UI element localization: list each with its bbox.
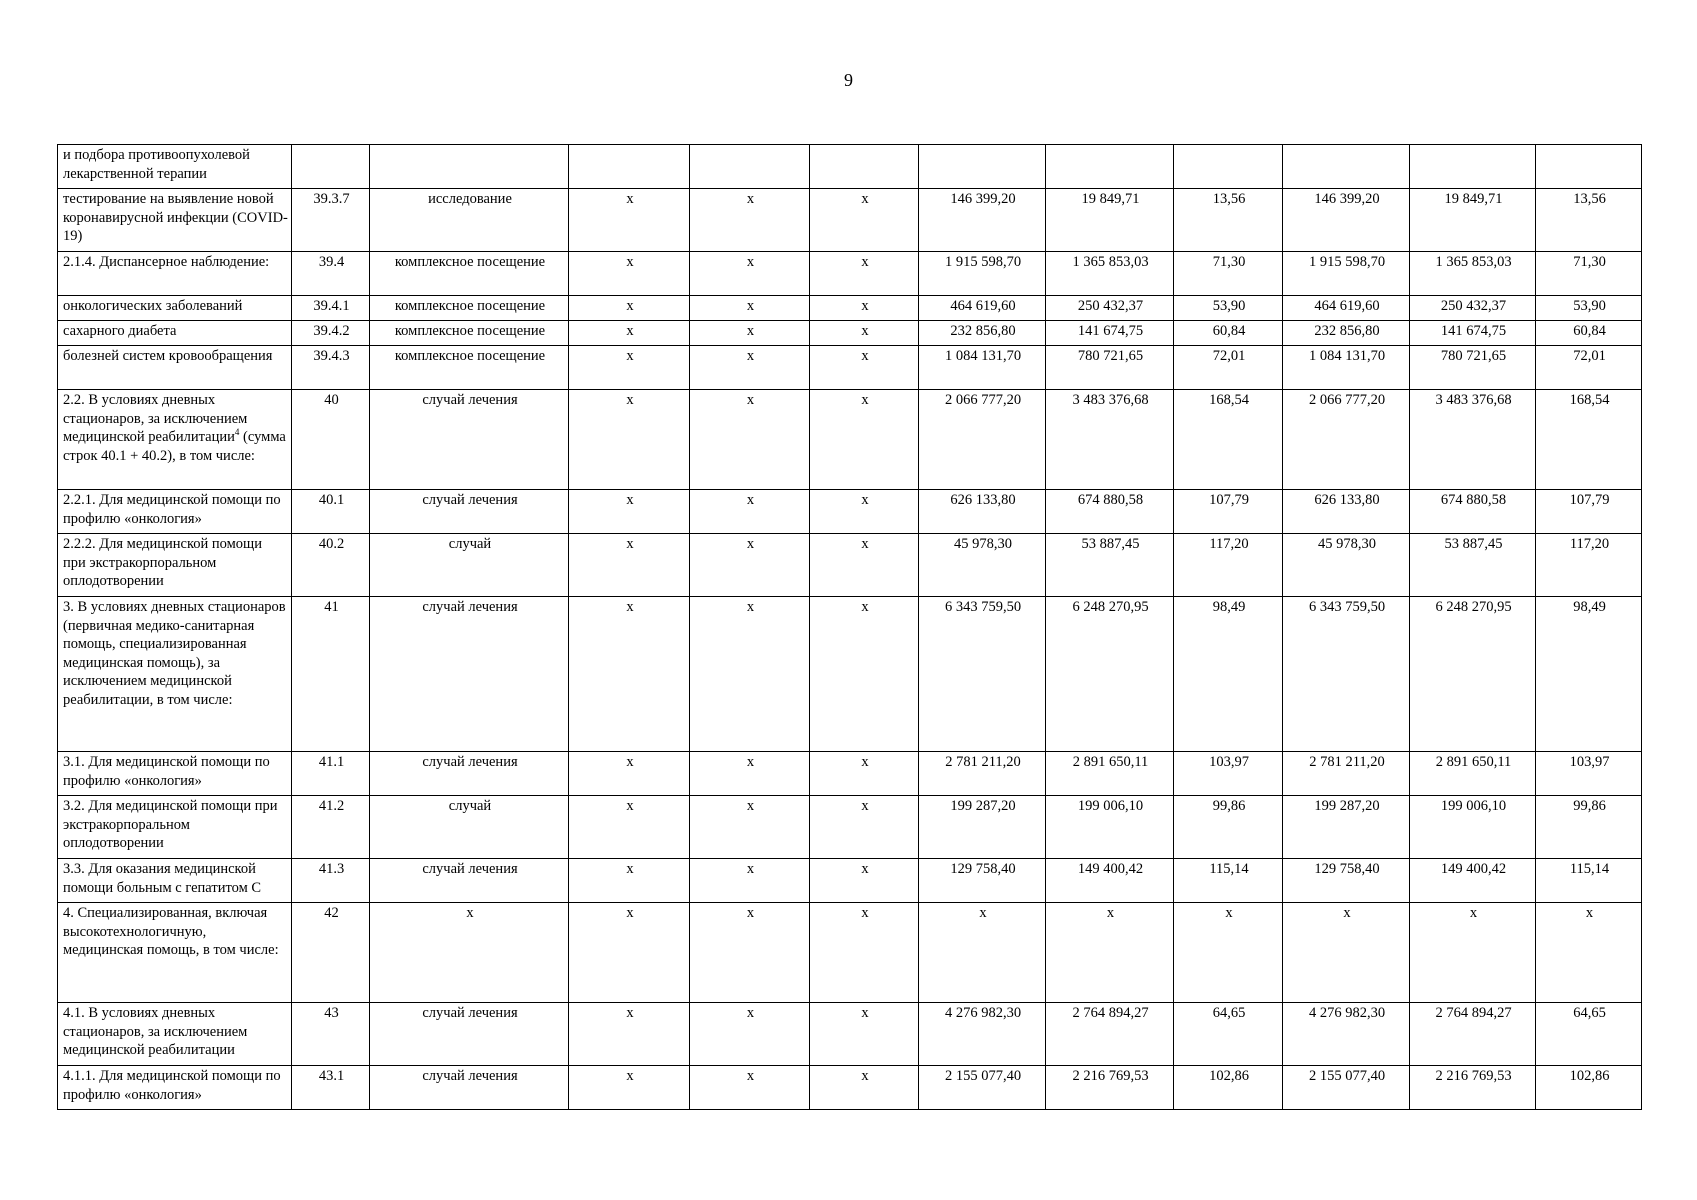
table-cell: x — [810, 859, 919, 903]
footnote-marker: 4 — [234, 427, 240, 438]
table-cell: 2 216 769,53 — [1046, 1066, 1174, 1110]
table-cell: x — [690, 752, 810, 796]
table-cell: x — [690, 390, 810, 490]
table-cell: 146 399,20 — [919, 189, 1046, 252]
table-cell: 464 619,60 — [1283, 296, 1410, 321]
table-cell: x — [690, 534, 810, 597]
table-cell: x — [810, 752, 919, 796]
table-row — [58, 490, 1642, 534]
table-cell: 780 721,65 — [1046, 346, 1174, 390]
table-cell: 3 483 376,68 — [1046, 390, 1174, 490]
unit-cell: случай — [370, 796, 569, 859]
table-cell: 115,14 — [1174, 859, 1283, 903]
unit-cell: случай лечения — [370, 490, 569, 534]
row-name: 2.2.2. Для медицинской помощи при экстракорпоральном оплодотворении — [58, 534, 292, 597]
table-cell: x — [690, 296, 810, 321]
table-cell: 45 978,30 — [1283, 534, 1410, 597]
table-cell: x — [919, 903, 1046, 1003]
table-cell: x — [569, 252, 690, 296]
table-cell: 72,01 — [1174, 346, 1283, 390]
table-cell: 102,86 — [1536, 1066, 1642, 1110]
table-cell: 199 287,20 — [1283, 796, 1410, 859]
unit-cell: комплексное посещение — [370, 252, 569, 296]
table-cell: x — [569, 490, 690, 534]
table-cell: 2 066 777,20 — [919, 390, 1046, 490]
table-row — [58, 752, 1642, 796]
table-cell: 6 343 759,50 — [1283, 597, 1410, 752]
table-cell: 60,84 — [1174, 321, 1283, 346]
table-cell: x — [810, 1066, 919, 1110]
table-cell: 141 674,75 — [1410, 321, 1536, 346]
table-cell: 626 133,80 — [1283, 490, 1410, 534]
table-cell: x — [810, 252, 919, 296]
table-cell: 71,30 — [1174, 252, 1283, 296]
table-cell: x — [1410, 903, 1536, 1003]
table-cell: x — [690, 1003, 810, 1066]
table-cell: x — [1536, 903, 1642, 1003]
row-number: 40.1 — [292, 490, 370, 534]
table-cell: 115,14 — [1536, 859, 1642, 903]
table-cell: 2 066 777,20 — [1283, 390, 1410, 490]
table-cell: 129 758,40 — [1283, 859, 1410, 903]
table-row — [58, 597, 1642, 752]
table-cell: x — [810, 346, 919, 390]
table-cell: x — [1046, 903, 1174, 1003]
row-name: онкологических заболеваний — [58, 296, 292, 321]
row-number: 41.2 — [292, 796, 370, 859]
table-cell: 2 155 077,40 — [919, 1066, 1046, 1110]
table-cell: x — [569, 752, 690, 796]
table-cell — [690, 145, 810, 189]
table-cell: 98,49 — [1536, 597, 1642, 752]
table-row — [58, 321, 1642, 346]
table-cell: x — [690, 252, 810, 296]
row-name: 4.1.1. Для медицинской помощи по профилю «онкология» — [58, 1066, 292, 1110]
table-cell: 1 915 598,70 — [1283, 252, 1410, 296]
table-cell: x — [569, 534, 690, 597]
table-cell: 71,30 — [1536, 252, 1642, 296]
unit-cell: комплексное посещение — [370, 296, 569, 321]
table-cell: 2 781 211,20 — [919, 752, 1046, 796]
table-cell: 2 764 894,27 — [1410, 1003, 1536, 1066]
unit-cell: исследование — [370, 189, 569, 252]
table-cell: 780 721,65 — [1410, 346, 1536, 390]
table-cell: x — [810, 189, 919, 252]
unit-cell: случай лечения — [370, 597, 569, 752]
table-cell: x — [810, 534, 919, 597]
unit-cell: случай лечения — [370, 859, 569, 903]
table-cell: 2 155 077,40 — [1283, 1066, 1410, 1110]
table-cell: 1 084 131,70 — [919, 346, 1046, 390]
table-cell: 2 764 894,27 — [1046, 1003, 1174, 1066]
table-cell: 146 399,20 — [1283, 189, 1410, 252]
table-cell: 2 781 211,20 — [1283, 752, 1410, 796]
table-cell: 4 276 982,30 — [1283, 1003, 1410, 1066]
unit-cell — [370, 145, 569, 189]
table-cell: 2 216 769,53 — [1410, 1066, 1536, 1110]
page-number: 9 — [844, 70, 853, 90]
row-name: болезней систем кровообращения — [58, 346, 292, 390]
table-cell: 464 619,60 — [919, 296, 1046, 321]
unit-cell: x — [370, 903, 569, 1003]
table-cell — [1410, 145, 1536, 189]
table-cell: 6 248 270,95 — [1046, 597, 1174, 752]
table-cell: x — [569, 796, 690, 859]
unit-cell: случай лечения — [370, 390, 569, 490]
table-cell: 2 891 650,11 — [1046, 752, 1174, 796]
table-cell: 129 758,40 — [919, 859, 1046, 903]
row-number: 39.4.1 — [292, 296, 370, 321]
table-row — [58, 145, 1642, 189]
table-cell: 53 887,45 — [1046, 534, 1174, 597]
table-row — [58, 252, 1642, 296]
row-name — [58, 390, 292, 490]
row-name-part: 2.2. В условиях дневных стационаров, за исключением медицинской реабилитации — [63, 392, 248, 445]
row-number: 40 — [292, 390, 370, 490]
row-name: 3. В условиях дневных стационаров (первичная медико-санитарная помощь, специализированная медицинская помощь), за исключением медицинской реабилитации, в том числе: — [58, 597, 292, 752]
table-cell: 107,79 — [1536, 490, 1642, 534]
table-cell: 149 400,42 — [1410, 859, 1536, 903]
unit-cell: случай лечения — [370, 1066, 569, 1110]
table-row — [58, 296, 1642, 321]
table-cell: 53 887,45 — [1410, 534, 1536, 597]
unit-cell: комплексное посещение — [370, 346, 569, 390]
table-cell: x — [690, 490, 810, 534]
table-cell: 199 006,10 — [1046, 796, 1174, 859]
row-name: тестирование на выявление новой коронавирусной инфекции (COVID-19) — [58, 189, 292, 252]
table-cell: x — [690, 1066, 810, 1110]
table-cell: 232 856,80 — [919, 321, 1046, 346]
table-cell: x — [569, 1066, 690, 1110]
table-row — [58, 1066, 1642, 1110]
table-cell: 168,54 — [1174, 390, 1283, 490]
table-cell — [1046, 145, 1174, 189]
table-cell: x — [810, 796, 919, 859]
table-cell: 199 287,20 — [919, 796, 1046, 859]
row-number: 42 — [292, 903, 370, 1003]
table-cell — [569, 145, 690, 189]
table-cell: 250 432,37 — [1410, 296, 1536, 321]
table-cell: 64,65 — [1536, 1003, 1642, 1066]
table-cell: 60,84 — [1536, 321, 1642, 346]
table-cell — [810, 145, 919, 189]
row-name: и подбора противоопухолевой лекарственной терапии — [58, 145, 292, 189]
table-cell: 2 891 650,11 — [1410, 752, 1536, 796]
row-number: 39.4 — [292, 252, 370, 296]
table-row — [58, 859, 1642, 903]
table-cell: 19 849,71 — [1046, 189, 1174, 252]
table-cell: x — [569, 390, 690, 490]
table-cell: 102,86 — [1174, 1066, 1283, 1110]
table-cell: x — [569, 321, 690, 346]
table-cell: 626 133,80 — [919, 490, 1046, 534]
table-cell: 1 084 131,70 — [1283, 346, 1410, 390]
row-number: 41.1 — [292, 752, 370, 796]
table-cell: 53,90 — [1174, 296, 1283, 321]
table-cell: x — [690, 597, 810, 752]
table-cell: 107,79 — [1174, 490, 1283, 534]
table-cell: x — [810, 390, 919, 490]
row-number: 39.3.7 — [292, 189, 370, 252]
table-cell: 64,65 — [1174, 1003, 1283, 1066]
data-table — [57, 144, 1642, 1110]
table-row — [58, 796, 1642, 859]
unit-cell: комплексное посещение — [370, 321, 569, 346]
table-cell: x — [690, 796, 810, 859]
row-name: 3.1. Для медицинской помощи по профилю «онкология» — [58, 752, 292, 796]
table-cell: 1 365 853,03 — [1410, 252, 1536, 296]
table-cell: x — [569, 903, 690, 1003]
table-cell: 53,90 — [1536, 296, 1642, 321]
table-row — [58, 189, 1642, 252]
table-cell: 141 674,75 — [1046, 321, 1174, 346]
table-cell: x — [569, 346, 690, 390]
unit-cell: случай лечения — [370, 1003, 569, 1066]
table-cell: x — [810, 903, 919, 1003]
unit-cell: случай — [370, 534, 569, 597]
table-cell: x — [690, 189, 810, 252]
row-name: сахарного диабета — [58, 321, 292, 346]
table-cell: x — [810, 321, 919, 346]
row-name: 4. Специализированная, включая высокотехнологичную, медицинская помощь, в том числе: — [58, 903, 292, 1003]
table-cell: x — [810, 597, 919, 752]
table-row — [58, 346, 1642, 390]
table-cell — [919, 145, 1046, 189]
row-name: 3.3. Для оказания медицинской помощи больным с гепатитом С — [58, 859, 292, 903]
table-cell: x — [569, 597, 690, 752]
table-cell: 168,54 — [1536, 390, 1642, 490]
table-cell: 199 006,10 — [1410, 796, 1536, 859]
table-cell: 13,56 — [1174, 189, 1283, 252]
row-number: 39.4.2 — [292, 321, 370, 346]
table-cell: 3 483 376,68 — [1410, 390, 1536, 490]
table-cell: 99,86 — [1536, 796, 1642, 859]
table-cell: 4 276 982,30 — [919, 1003, 1046, 1066]
table-cell: 72,01 — [1536, 346, 1642, 390]
row-number: 43 — [292, 1003, 370, 1066]
unit-cell: случай лечения — [370, 752, 569, 796]
row-number: 43.1 — [292, 1066, 370, 1110]
table-row — [58, 534, 1642, 597]
row-name-part: (сумма строк 40.1 + 40.2), в том числе: — [63, 429, 286, 464]
row-number: 41.3 — [292, 859, 370, 903]
table-cell — [1283, 145, 1410, 189]
table-cell: 6 248 270,95 — [1410, 597, 1536, 752]
table-cell: 117,20 — [1174, 534, 1283, 597]
table-cell: x — [569, 189, 690, 252]
table-cell: x — [690, 903, 810, 1003]
table-cell: x — [810, 1003, 919, 1066]
table-cell: x — [1283, 903, 1410, 1003]
table-cell: 99,86 — [1174, 796, 1283, 859]
row-name: 2.2.1. Для медицинской помощи по профилю «онкология» — [58, 490, 292, 534]
row-number: 39.4.3 — [292, 346, 370, 390]
table-cell: 1 915 598,70 — [919, 252, 1046, 296]
table-cell: x — [569, 1003, 690, 1066]
row-name: 4.1. В условиях дневных стационаров, за исключением медицинской реабилитации — [58, 1003, 292, 1066]
table-cell: 250 432,37 — [1046, 296, 1174, 321]
table-cell: x — [690, 859, 810, 903]
table-cell: 674 880,58 — [1410, 490, 1536, 534]
table-cell: 1 365 853,03 — [1046, 252, 1174, 296]
table-row — [58, 1003, 1642, 1066]
table-cell: x — [690, 346, 810, 390]
table-cell: x — [810, 296, 919, 321]
row-name: 3.2. Для медицинской помощи при экстракорпоральном оплодотворении — [58, 796, 292, 859]
table-cell: x — [810, 490, 919, 534]
table-cell: 103,97 — [1536, 752, 1642, 796]
row-name: 2.1.4. Диспансерное наблюдение: — [58, 252, 292, 296]
table-row — [58, 903, 1642, 1003]
table-cell: 13,56 — [1536, 189, 1642, 252]
table-cell: x — [1174, 903, 1283, 1003]
table-cell: 149 400,42 — [1046, 859, 1174, 903]
table-cell: 103,97 — [1174, 752, 1283, 796]
table-cell: 232 856,80 — [1283, 321, 1410, 346]
table-cell: 6 343 759,50 — [919, 597, 1046, 752]
table-cell: x — [569, 859, 690, 903]
table-cell: x — [690, 321, 810, 346]
table-row — [58, 390, 1642, 490]
table-cell: x — [569, 296, 690, 321]
row-number: 41 — [292, 597, 370, 752]
table-cell: 98,49 — [1174, 597, 1283, 752]
row-number — [292, 145, 370, 189]
table-cell: 45 978,30 — [919, 534, 1046, 597]
row-number: 40.2 — [292, 534, 370, 597]
table-cell: 674 880,58 — [1046, 490, 1174, 534]
table-cell — [1536, 145, 1642, 189]
table-cell — [1174, 145, 1283, 189]
table-cell: 19 849,71 — [1410, 189, 1536, 252]
table-cell: 117,20 — [1536, 534, 1642, 597]
